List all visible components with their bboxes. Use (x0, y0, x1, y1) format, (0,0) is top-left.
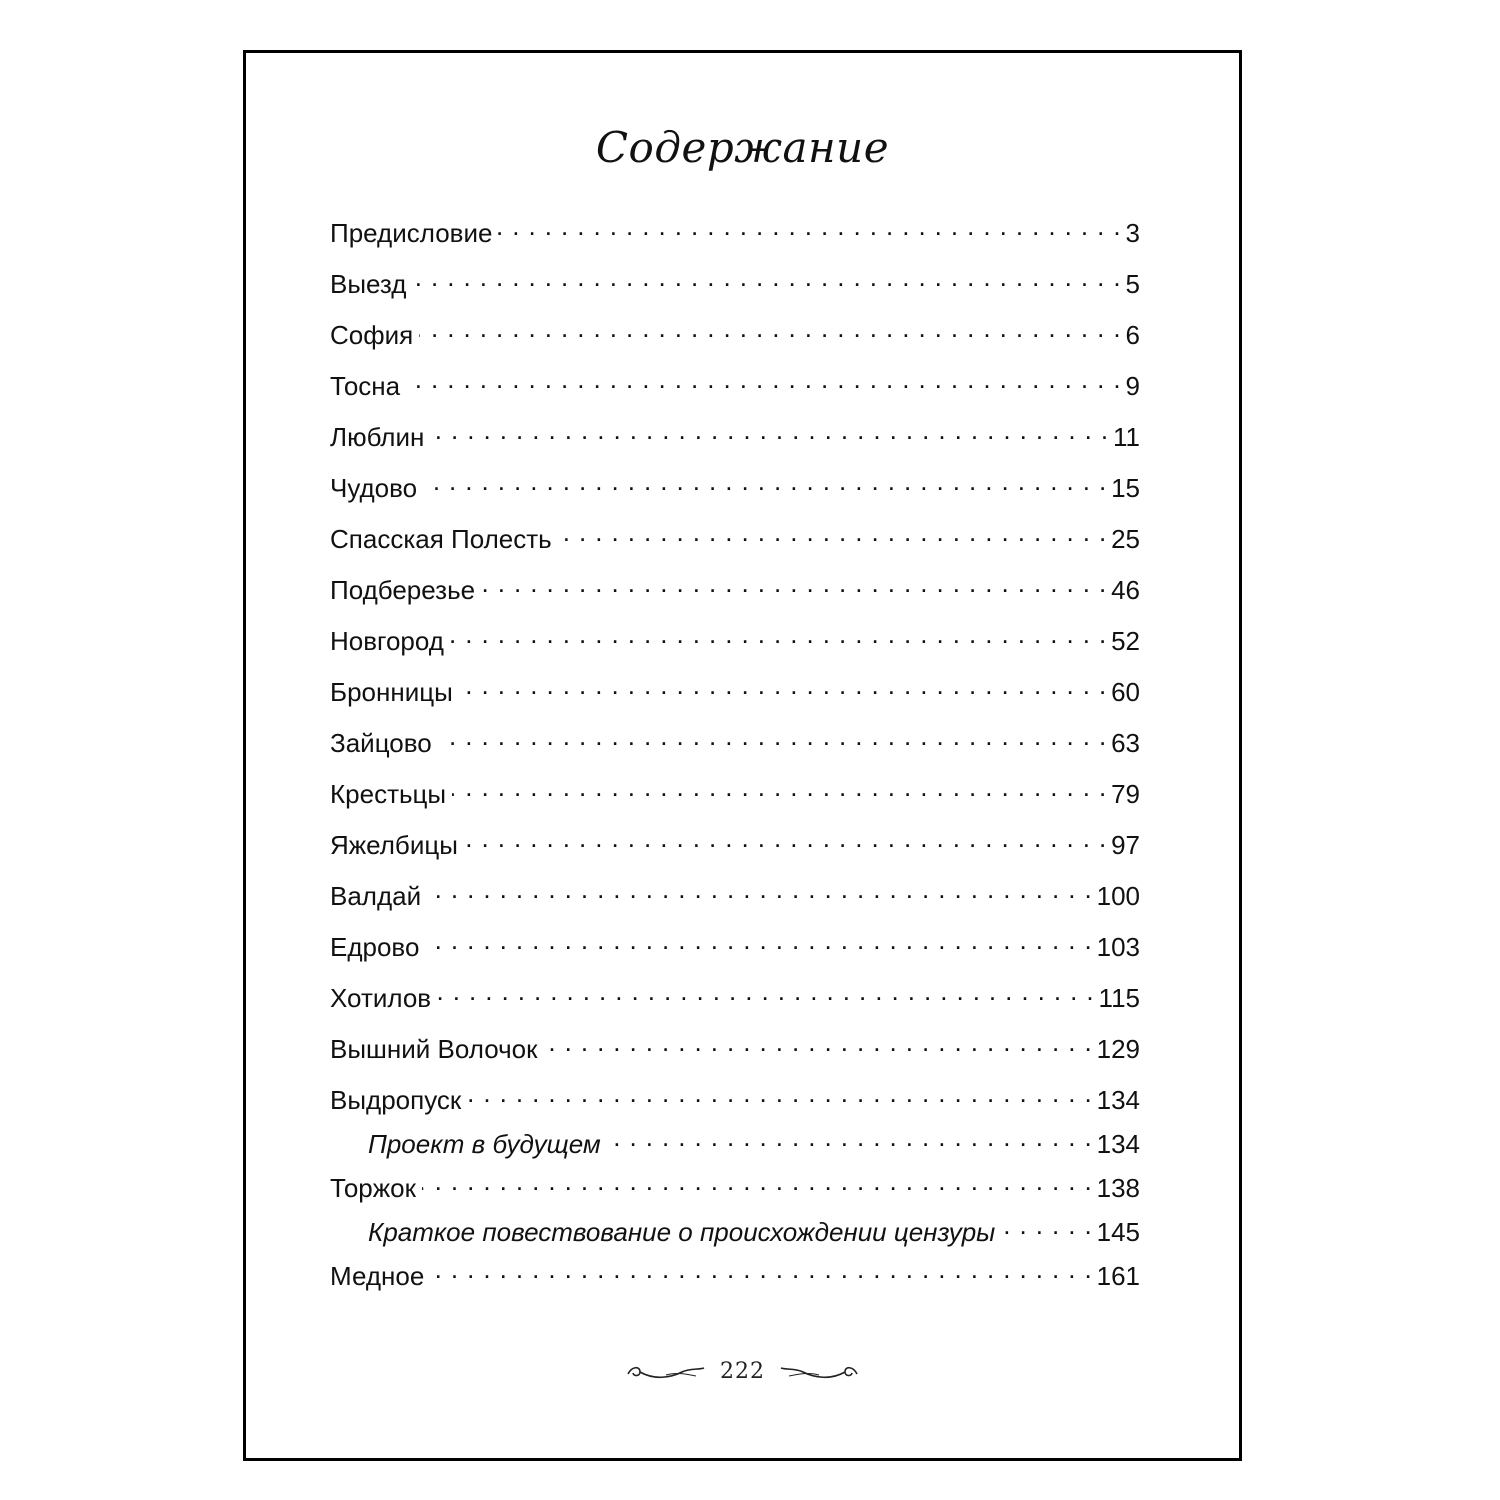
toc-entry-preface (330, 210, 1140, 248)
toc-entry-page: 3 (1125, 218, 1140, 248)
dot-leader (467, 1077, 1092, 1109)
toc-subentry-page: 134 (1096, 1129, 1140, 1159)
toc-entry (330, 516, 1140, 554)
toc-entry-page: 6 (1125, 320, 1140, 350)
toc-entry (330, 261, 1140, 299)
toc-entry-page: 11 (1113, 422, 1140, 452)
toc-entry-page: 115 (1098, 983, 1140, 1013)
dot-leader (423, 465, 1107, 497)
toc-entry-label: Бронницы (330, 677, 453, 707)
toc-entry-page: 103 (1096, 932, 1140, 962)
toc-entry (330, 1077, 1140, 1115)
dot-leader (452, 771, 1107, 803)
toc-entry (330, 618, 1140, 656)
toc-entry (330, 720, 1140, 758)
toc-subentry-page: 145 (1096, 1217, 1140, 1247)
toc-entry (330, 924, 1140, 962)
dot-leader (419, 312, 1121, 344)
toc-entry-label: Подберезье (330, 575, 476, 605)
toc-entry-label: Вышний Волочок (330, 1034, 538, 1064)
toc-entry (330, 873, 1140, 911)
toc-entry (330, 465, 1140, 503)
toc-entry-page: 161 (1096, 1261, 1140, 1291)
page-number: 222 (720, 1359, 765, 1384)
toc-entry-label: Предисловие (330, 218, 493, 248)
toc-entry-page: 46 (1111, 575, 1140, 605)
toc-entry-label: Выдропуск (330, 1085, 462, 1115)
toc-entry-page: 25 (1111, 524, 1140, 554)
toc-entry (330, 1253, 1140, 1291)
dot-leader (406, 363, 1121, 395)
toc-entry-label: Крестьцы (330, 779, 447, 809)
toc-entry-page: 100 (1096, 881, 1140, 911)
toc-entry-page: 97 (1111, 830, 1140, 860)
dot-leader (422, 1165, 1093, 1197)
toc-entry-page: 9 (1125, 371, 1140, 401)
dot-leader (498, 210, 1121, 242)
dot-leader (425, 924, 1092, 956)
toc-subentry-label: Проект в будущем (368, 1129, 601, 1159)
toc-entry-label: Чудово (330, 473, 418, 503)
toc-entry (330, 312, 1140, 350)
toc-entry-label: Выезд (330, 269, 407, 299)
flourish-right-icon (779, 1360, 859, 1384)
dot-leader (450, 618, 1107, 650)
toc-entry-label: Люблин (330, 422, 425, 452)
toc-entry (330, 363, 1140, 401)
toc-entry (330, 1165, 1140, 1203)
dot-leader (430, 414, 1109, 446)
table-of-contents (330, 210, 1140, 1304)
toc-subentry-label: Краткое повествование о происхождении цензуры (368, 1217, 996, 1247)
toc-entry (330, 414, 1140, 452)
toc-entry-label: Тосна (330, 371, 401, 401)
toc-entry-label: Спасская Полесть (330, 524, 552, 554)
toc-entry-label: Зайцово (330, 728, 432, 758)
dot-leader (543, 1026, 1092, 1058)
toc-entry-label: Едрово (330, 932, 420, 962)
toc-entry-label: София (330, 320, 414, 350)
dot-leader (464, 822, 1107, 854)
toc-entry (330, 771, 1140, 809)
dot-leader (481, 567, 1107, 599)
toc-entry (330, 975, 1140, 1013)
dot-leader (430, 1253, 1092, 1285)
toc-entry-label: Хотилов (330, 983, 432, 1013)
flourish-left-icon (626, 1360, 706, 1384)
toc-entry-page: 5 (1125, 269, 1140, 299)
dot-leader (427, 873, 1092, 905)
toc-entry-page: 79 (1111, 779, 1140, 809)
toc-subentry (330, 1121, 1140, 1159)
dot-leader (459, 669, 1107, 701)
toc-entry-label: Валдай (330, 881, 422, 911)
toc-entry-page: 129 (1096, 1034, 1140, 1064)
dot-leader (437, 975, 1094, 1007)
dot-leader (438, 720, 1107, 752)
toc-entry-label: Яжелбицы (330, 830, 458, 860)
toc-entry-label: Торжок (330, 1173, 416, 1203)
dot-leader (558, 516, 1107, 548)
book-page (243, 50, 1242, 1461)
page-footer (246, 1359, 1239, 1384)
toc-entry-page: 138 (1096, 1173, 1140, 1203)
toc-entry-label: Новгород (330, 626, 444, 656)
toc-entry-page: 63 (1111, 728, 1140, 758)
toc-entry-label: Медное (330, 1261, 425, 1291)
toc-entry (330, 567, 1140, 605)
dot-leader (412, 261, 1121, 293)
toc-subentry (330, 1209, 1140, 1247)
dot-leader (1001, 1209, 1092, 1241)
toc-entry (330, 822, 1140, 860)
toc-entry (330, 1026, 1140, 1064)
page-title: Содержание (595, 123, 890, 172)
toc-entry-page: 15 (1111, 473, 1140, 503)
toc-entry-page: 52 (1111, 626, 1140, 656)
toc-entry-page: 134 (1096, 1085, 1140, 1115)
toc-entry (330, 669, 1140, 707)
toc-entry-page: 60 (1111, 677, 1140, 707)
dot-leader (607, 1121, 1093, 1153)
